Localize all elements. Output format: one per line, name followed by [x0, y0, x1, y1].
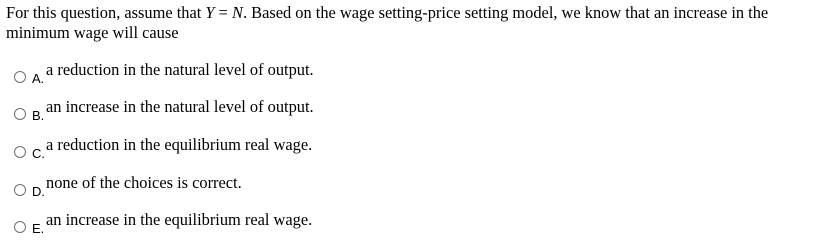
option-letter: E.	[32, 221, 45, 236]
radio-button-a[interactable]	[14, 71, 26, 83]
variable-y: Y	[205, 3, 215, 22]
question-suffix: . Based on the wage setting-price setting model, we know that an increase in the minimum wage will cause	[6, 3, 769, 42]
option-letter: A.	[32, 71, 45, 86]
question-text	[6, 3, 832, 43]
radio-button-b[interactable]	[14, 108, 26, 120]
option-letter: B.	[32, 108, 45, 123]
option-a[interactable]	[14, 60, 814, 90]
option-text: an increase in the natural level of output.	[46, 97, 314, 116]
option-c[interactable]	[14, 135, 814, 165]
option-text: a reduction in the equilibrium real wage.	[46, 135, 313, 154]
option-d[interactable]	[14, 173, 814, 203]
option-text: an increase in the equilibrium real wage.	[46, 210, 313, 229]
option-text: none of the choices is correct.	[46, 173, 242, 192]
option-letter: C.	[32, 146, 45, 161]
variable-n: N	[232, 3, 243, 22]
radio-button-d[interactable]	[14, 184, 26, 196]
radio-button-e[interactable]	[14, 221, 26, 233]
question-prefix: For this question, assume that	[6, 3, 206, 22]
radio-button-c[interactable]	[14, 146, 26, 158]
option-letter: D.	[32, 184, 45, 199]
option-b[interactable]	[14, 97, 814, 127]
option-text: a reduction in the natural level of output.	[46, 60, 314, 79]
option-e[interactable]	[14, 210, 814, 240]
equals-sign: =	[214, 3, 232, 22]
